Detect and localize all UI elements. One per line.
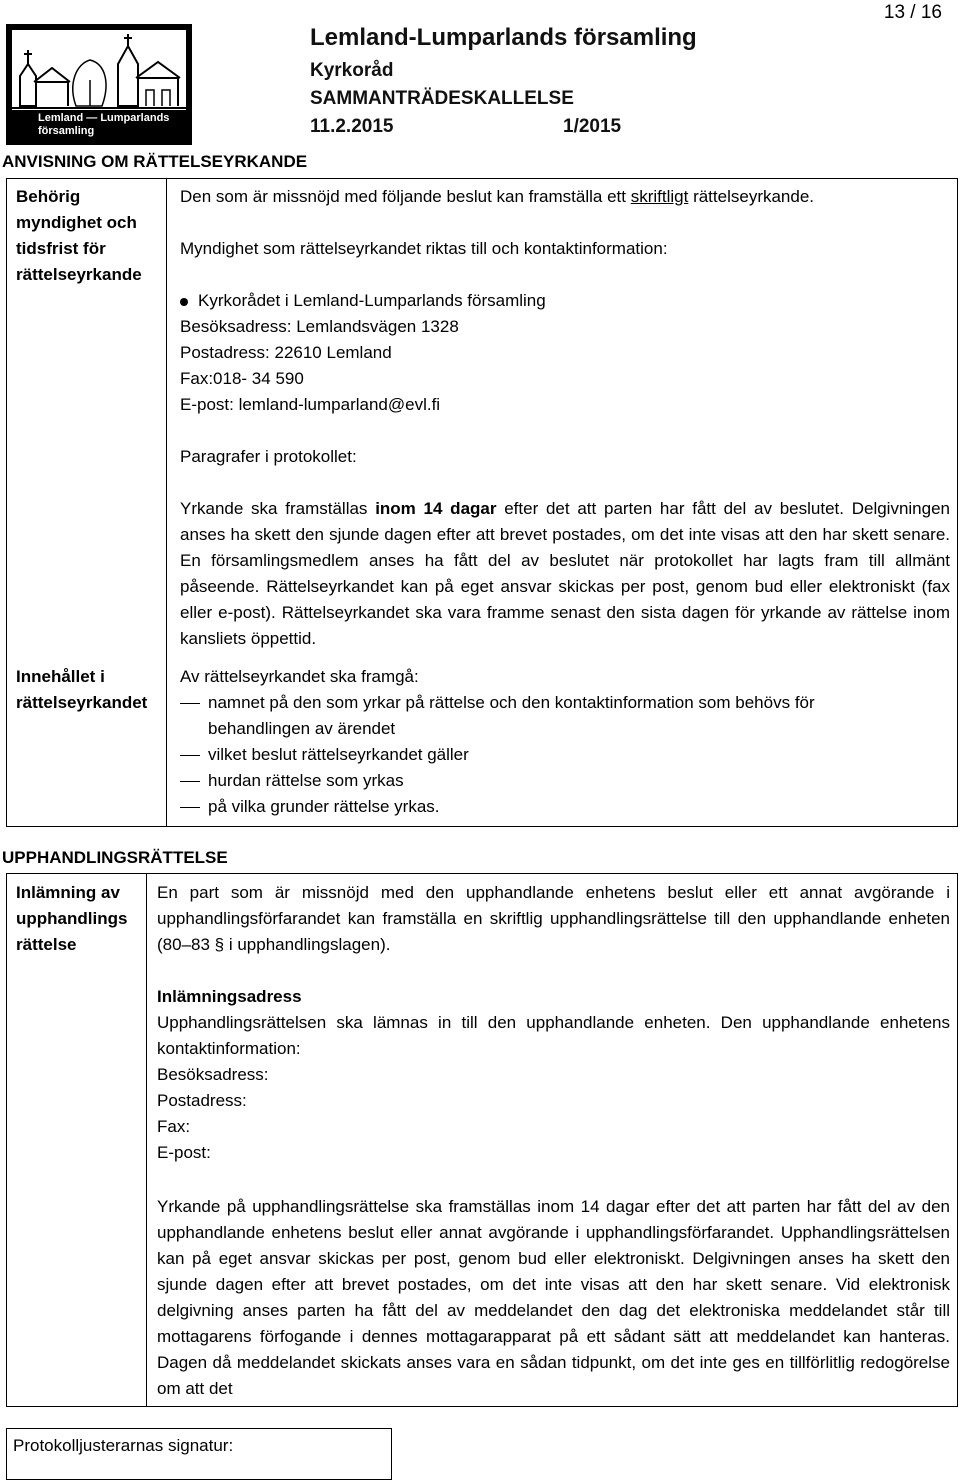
bullet-icon [180, 298, 188, 306]
list-item: namnet på den som yrkar på rättelse och den kontaktinformation som behövs för behandlingen av ärendet [180, 690, 918, 742]
body-name: Kyrkoråd [310, 60, 394, 81]
table-divider [166, 178, 167, 826]
list-item: hurdan rättelse som yrkas [180, 768, 940, 794]
post-address: Postadress: 22610 Lemland [180, 343, 392, 362]
page-number: 13 / 16 [883, 2, 942, 23]
contact-block: Kyrkorådet i Lemland-Lumparlands församling [180, 288, 546, 314]
submission-address-title: Inlämningsadress [157, 987, 302, 1006]
logo-text: Lemland — Lumparlands församling [38, 112, 170, 137]
label-submission: Inlämning av upphandlings rättelse [16, 883, 128, 954]
list-item: på vilka grunder rättelse yrkas. [180, 794, 940, 820]
procurement-paragraph: En part som är missnöjd med den upphandlande enhetens beslut eller ett annat avgörande i upphandlingsförfarandet kan framställa en skriftlig upphandlingsrättelse till den upphandlande enheten (80–83 § i upphandlingslagen). [157, 883, 950, 954]
content-intro: Av rättelseyrkandet ska framgå: [180, 667, 419, 686]
org-name: Lemland-Lumparlands församling [310, 24, 697, 51]
section-title-upphandling: UPPHANDLINGSRÄTTELSE [2, 848, 228, 867]
meeting-date: 11.2.2015 [310, 116, 394, 137]
visit-address: Besöksadress: [157, 1065, 269, 1084]
label-authority: Behörig myndighet och tidsfrist för rättelseyrkande [16, 187, 142, 284]
doc-type: SAMMANTRÄDESKALLELSE [310, 88, 574, 109]
paragraphs-label: Paragrafer i protokollet: [180, 447, 357, 466]
parish-logo [6, 24, 192, 145]
submission-address-text: Upphandlingsrättelsen ska lämnas in till den upphandlande enheten. Den upphandlande enhetens kontaktinformation: [157, 1013, 950, 1058]
fax-number: Fax:018- 34 590 [180, 369, 304, 388]
post-address: Postadress: [157, 1091, 247, 1110]
label-content: Innehållet i rättelseyrkandet [16, 667, 148, 712]
meeting-number: 1/2015 [563, 116, 622, 137]
intro-text: Den som är missnöjd med följande beslut kan framställa ett skriftligt rättelseyrkande. [180, 187, 815, 206]
procurement-deadline-paragraph: Yrkande på upphandlingsrättelse ska framställas inom 14 dagar efter det att parten har fått del av den upphandlande enhetens beslut eller annat avgörande i upphandlingsförfarandet. Upphandlingsrättelsen kan på eget ansvar skickas per post, genom bud eller elektroniskt. Delgivningen anses ha skett den sjunde dagen efter att brevet postades, om det inte visas att den har skett senare. Vid elektronisk delgivning anses parten ha fått del av meddelandet den dag det elektroniska meddelandet står till mottagarens förfogande i dennes mottagarapparat på ett sådant sätt att meddelandet kan hanteras. Dagen då meddelandet skickats anses vara en sådan tidpunkt, om det inte ges en tillförlitlig redogörelse om att det [157, 1197, 950, 1398]
authority-line: Myndighet som rättelseyrkandet riktas till och kontaktinformation: [180, 239, 668, 258]
signature-box [6, 1428, 392, 1480]
content-list [180, 690, 940, 820]
email-address: E-post: [157, 1143, 211, 1162]
section-title-rattelseyrkande: ANVISNING OM RÄTTELSEYRKANDE [2, 152, 308, 171]
email-address: E-post: lemland-lumparland@evl.fi [180, 395, 441, 414]
list-item: vilket beslut rättelseyrkandet gäller [180, 742, 940, 768]
deadline-paragraph: Yrkande ska framställas inom 14 dagar efter det att parten har fått del av beslutet. Delgivningen anses ha skett den sjunde dagen efter att brevet postades, om det inte visas att den har skett senare. En församlingsmedlem anses ha fått del av beslutet när protokollet har lagts fram till allmänt påseende. Rättelseyrkandet kan på eget ansvar skickas per post, genom bud eller elektroniskt (fax eller e-post). Rättelseyrkandet ska vara framme senast den sista dagen för yrkande av rättelse inom kansliets öppettid. [180, 499, 951, 648]
signature-label: Protokolljusterarnas signatur: [13, 1436, 234, 1455]
fax-number: Fax: [157, 1117, 191, 1136]
visit-address: Besöksadress: Lemlandsvägen 1328 [180, 317, 459, 336]
table-divider [146, 873, 147, 1406]
